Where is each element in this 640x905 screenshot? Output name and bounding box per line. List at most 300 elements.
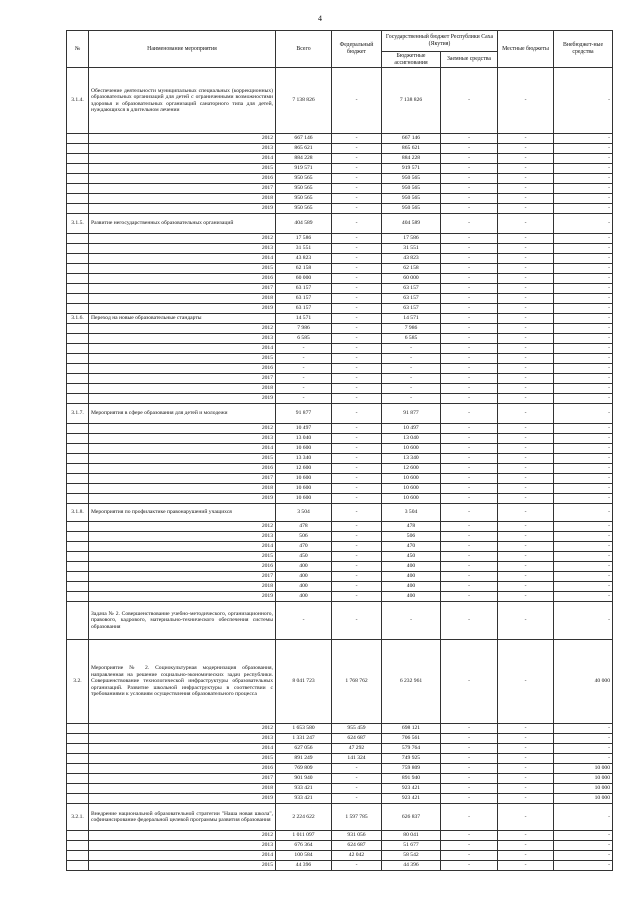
local-cell: - [498,144,554,154]
offbudget-cell: - [554,562,613,572]
offbudget-cell: - [554,304,613,314]
federal-cell: - [332,314,382,324]
federal-cell: 1 597 785 [332,804,382,831]
state-alloc-cell: 80 041 [382,831,441,841]
state-loan-cell: - [441,334,498,344]
offbudget-cell: - [554,334,613,344]
row-number [67,444,89,454]
row-number [67,154,89,164]
state-loan-cell: - [441,861,498,871]
header-state-loan: Заемные средства [441,52,498,68]
row-number [67,474,89,484]
state-loan-cell: - [441,464,498,474]
local-cell: - [498,841,554,851]
local-cell: - [498,164,554,174]
state-alloc-cell: 43 823 [382,254,441,264]
state-alloc-cell: - [382,374,441,384]
state-loan-cell: - [441,264,498,274]
row-year: 2015 [89,264,276,274]
state-loan-cell: - [441,562,498,572]
row-year: 2014 [89,744,276,754]
state-alloc-cell: 44 396 [382,861,441,871]
offbudget-cell: - [554,404,613,424]
state-loan-cell: - [441,184,498,194]
total-cell: 950 565 [276,184,332,194]
state-loan-cell: - [441,234,498,244]
row-name: Мероприятие № 2. Социокультурная модернизация образования, направленная на решение социально-экономических задач республики. Совершенствование технологической инфраструктуры образовательных организаций. Развитие школьной инфраструктуры в соответствии с требованиями к условиям осуществления образовательного процесса [89,640,276,724]
row-number [67,522,89,532]
row-number: 3.1.6. [67,314,89,324]
row-number [67,184,89,194]
header-federal: Федеральный бюджет [332,31,382,68]
state-alloc-cell: 950 565 [382,194,441,204]
total-cell: 450 [276,552,332,562]
local-cell: - [498,582,554,592]
state-loan-cell: - [441,244,498,254]
offbudget-cell: - [554,831,613,841]
state-alloc-cell: 400 [382,592,441,602]
state-alloc-cell: 7 986 [382,324,441,334]
state-loan-cell: - [441,484,498,494]
row-year: 2016 [89,764,276,774]
offbudget-cell: - [554,184,613,194]
local-cell: - [498,484,554,494]
offbudget-cell: - [554,294,613,304]
state-alloc-cell: 6 232 961 [382,640,441,724]
state-loan-cell: - [441,744,498,754]
federal-cell: - [332,184,382,194]
offbudget-cell: - [554,522,613,532]
year-row [67,234,613,244]
year-row [67,784,613,794]
state-loan-cell: - [441,572,498,582]
local-cell: - [498,424,554,434]
table-body [67,68,613,871]
federal-cell: - [332,264,382,274]
row-year: 2016 [89,364,276,374]
federal-cell: - [332,234,382,244]
state-alloc-cell: 10 497 [382,424,441,434]
row-year: 2019 [89,592,276,602]
federal-cell: - [332,154,382,164]
state-alloc-cell: 478 [382,522,441,532]
row-year: 2013 [89,144,276,154]
total-cell: 901 940 [276,774,332,784]
state-loan-cell: - [441,194,498,204]
offbudget-cell: - [554,754,613,764]
state-loan-cell: - [441,304,498,314]
total-cell: 950 565 [276,194,332,204]
row-number: 3.2. [67,640,89,724]
offbudget-cell: - [554,394,613,404]
federal-cell: - [332,592,382,602]
federal-cell: - [332,68,382,134]
state-alloc-cell: 891 940 [382,774,441,784]
local-cell: - [498,134,554,144]
offbudget-cell: - [554,164,613,174]
total-cell: 676 364 [276,841,332,851]
row-number [67,592,89,602]
row-year: 2014 [89,254,276,264]
state-alloc-cell: - [382,364,441,374]
year-row [67,794,613,804]
local-cell: - [498,861,554,871]
year-row [67,861,613,871]
total-cell: 3 504 [276,504,332,522]
year-row [67,354,613,364]
total-cell: 10 600 [276,484,332,494]
local-cell: - [498,394,554,404]
state-alloc-cell: 626 837 [382,804,441,831]
year-row [67,304,613,314]
state-loan-cell: - [441,764,498,774]
row-number [67,774,89,784]
row-year: 2012 [89,724,276,734]
federal-cell: 1 768 762 [332,640,382,724]
total-cell: 933 421 [276,784,332,794]
row-year: 2013 [89,532,276,542]
offbudget-cell: - [554,254,613,264]
federal-cell: - [332,552,382,562]
state-loan-cell: - [441,794,498,804]
state-alloc-cell: 63 157 [382,304,441,314]
total-cell: - [276,344,332,354]
federal-cell: - [332,774,382,784]
state-alloc-cell: 91 877 [382,404,441,424]
year-row [67,484,613,494]
local-cell: - [498,851,554,861]
state-alloc-cell: 17 586 [382,234,441,244]
row-year: 2017 [89,374,276,384]
row-number [67,334,89,344]
offbudget-cell: - [554,154,613,164]
local-cell: - [498,294,554,304]
federal-cell: - [332,214,382,234]
state-loan-cell: - [441,324,498,334]
item-row [67,314,613,324]
year-row [67,264,613,274]
state-alloc-cell: 3 504 [382,504,441,522]
row-number [67,794,89,804]
state-alloc-cell: 450 [382,552,441,562]
year-row [67,434,613,444]
offbudget-cell: - [554,602,613,640]
row-number [67,294,89,304]
year-row [67,324,613,334]
header-total: Всего [276,31,332,68]
row-name: Задача № 2. Совершенствование учебно-методического, организационного, правового, кадрового, материально-технического обеспечения системы образования [89,602,276,640]
federal-cell: 42 042 [332,851,382,861]
offbudget-cell: - [554,234,613,244]
offbudget-cell: 40 000 [554,640,613,724]
row-number [67,234,89,244]
state-loan-cell: - [441,174,498,184]
federal-cell: - [332,134,382,144]
state-loan-cell: - [441,724,498,734]
offbudget-cell: - [554,532,613,542]
state-alloc-cell: 404 589 [382,214,441,234]
local-cell: - [498,174,554,184]
year-row [67,724,613,734]
federal-cell: - [332,324,382,334]
total-cell: 44 396 [276,861,332,871]
local-cell: - [498,532,554,542]
state-loan-cell: - [441,374,498,384]
state-alloc-cell: 400 [382,562,441,572]
row-year: 2017 [89,284,276,294]
row-number: 3.1.5. [67,214,89,234]
year-row [67,204,613,214]
local-cell: - [498,434,554,444]
offbudget-cell: - [554,724,613,734]
year-row [67,134,613,144]
local-cell: - [498,572,554,582]
total-cell: - [276,364,332,374]
state-loan-cell: - [441,494,498,504]
local-cell: - [498,194,554,204]
state-alloc-cell: 506 [382,532,441,542]
row-year: 2019 [89,494,276,504]
row-year: 2018 [89,582,276,592]
state-loan-cell: - [441,474,498,484]
row-number [67,374,89,384]
federal-cell: - [332,244,382,254]
state-alloc-cell: 698 121 [382,724,441,734]
federal-cell: - [332,344,382,354]
federal-cell: - [332,294,382,304]
local-cell: - [498,234,554,244]
row-number [67,734,89,744]
total-cell: 470 [276,542,332,552]
year-row [67,184,613,194]
local-cell: - [498,304,554,314]
state-alloc-cell: - [382,602,441,640]
local-cell: - [498,494,554,504]
total-cell: 17 586 [276,234,332,244]
local-cell: - [498,254,554,264]
state-alloc-cell: 62 158 [382,264,441,274]
state-loan-cell: - [441,404,498,424]
total-cell: - [276,602,332,640]
offbudget-cell: - [554,204,613,214]
local-cell: - [498,444,554,454]
row-year: 2012 [89,424,276,434]
row-number [67,244,89,254]
federal-cell: - [332,504,382,522]
federal-cell: - [332,582,382,592]
item-row [67,804,613,831]
state-loan-cell: - [441,831,498,841]
federal-cell: - [332,444,382,454]
offbudget-cell: - [554,861,613,871]
row-number [67,831,89,841]
state-loan-cell: - [441,582,498,592]
row-number [67,542,89,552]
row-year: 2015 [89,164,276,174]
offbudget-cell: - [554,174,613,184]
total-cell: 8 041 723 [276,640,332,724]
year-row [67,194,613,204]
local-cell: - [498,364,554,374]
row-number: 3.1.7. [67,404,89,424]
offbudget-cell: 10 000 [554,794,613,804]
row-name: Обеспечение деятельности муниципальных специальных (коррекционных) образовательных организаций для детей с ограниченными возможностями здоровья и образовательных организаций санаторного типа для детей, нуждающихся в длительном лечении [89,68,276,134]
local-cell: - [498,68,554,134]
item-row [67,404,613,424]
row-number [67,164,89,174]
total-cell: 1 011 097 [276,831,332,841]
offbudget-cell: - [554,504,613,522]
row-number [67,784,89,794]
federal-cell: - [332,204,382,214]
total-cell: 1 653 580 [276,724,332,734]
state-loan-cell: - [441,164,498,174]
offbudget-cell: - [554,134,613,144]
federal-cell: - [332,484,382,494]
row-number [67,354,89,364]
row-year: 2015 [89,754,276,764]
total-cell: 7 138 826 [276,68,332,134]
local-cell: - [498,724,554,734]
state-alloc-cell: 919 571 [382,164,441,174]
total-cell: 400 [276,582,332,592]
year-row [67,384,613,394]
local-cell: - [498,204,554,214]
total-cell: 2 224 622 [276,804,332,831]
federal-cell: - [332,522,382,532]
state-alloc-cell: 706 561 [382,734,441,744]
state-loan-cell: - [441,434,498,444]
row-number [67,274,89,284]
total-cell: 933 421 [276,794,332,804]
row-number [67,464,89,474]
year-row [67,244,613,254]
offbudget-cell: - [554,454,613,464]
state-alloc-cell: 579 764 [382,744,441,754]
year-row [67,734,613,744]
total-cell: 10 600 [276,444,332,454]
year-row [67,774,613,784]
offbudget-cell: - [554,364,613,374]
header-name: Наименование мероприятия [89,31,276,68]
local-cell: - [498,314,554,324]
item-row [67,640,613,724]
row-year: 2013 [89,434,276,444]
federal-cell: - [332,542,382,552]
year-row [67,344,613,354]
offbudget-cell: 10 000 [554,764,613,774]
year-row [67,254,613,264]
state-loan-cell: - [441,154,498,164]
state-loan-cell: - [441,804,498,831]
year-row [67,294,613,304]
row-year: 2013 [89,841,276,851]
total-cell: - [276,374,332,384]
row-number [67,532,89,542]
state-alloc-cell: 10 600 [382,444,441,454]
year-row [67,744,613,754]
state-loan-cell: - [441,68,498,134]
state-loan-cell: - [441,602,498,640]
row-number [67,552,89,562]
state-alloc-cell: 63 157 [382,284,441,294]
local-cell: - [498,344,554,354]
local-cell: - [498,562,554,572]
row-number [67,861,89,871]
total-cell: - [276,394,332,404]
federal-cell: - [332,274,382,284]
state-loan-cell: - [441,274,498,284]
total-cell: 13 340 [276,454,332,464]
row-year: 2019 [89,794,276,804]
federal-cell: - [332,354,382,364]
year-row [67,592,613,602]
row-year: 2012 [89,324,276,334]
state-alloc-cell: 51 677 [382,841,441,851]
offbudget-cell: - [554,314,613,324]
year-row [67,284,613,294]
year-row [67,532,613,542]
year-row [67,542,613,552]
total-cell: 919 571 [276,164,332,174]
state-alloc-cell: 470 [382,542,441,552]
row-number [67,264,89,274]
state-loan-cell: - [441,552,498,562]
offbudget-cell: - [554,324,613,334]
row-number [67,764,89,774]
row-number: 3.1.4. [67,68,89,134]
state-loan-cell: - [441,640,498,724]
local-cell: - [498,831,554,841]
state-alloc-cell: - [382,344,441,354]
row-year: 2019 [89,204,276,214]
row-year: 2016 [89,274,276,284]
federal-cell: - [332,784,382,794]
offbudget-cell: - [554,542,613,552]
state-loan-cell: - [441,144,498,154]
state-alloc-cell: 13 040 [382,434,441,444]
state-loan-cell: - [441,754,498,764]
state-alloc-cell: 10 600 [382,494,441,504]
row-year: 2018 [89,384,276,394]
total-cell: 404 589 [276,214,332,234]
offbudget-cell: - [554,474,613,484]
year-row [67,444,613,454]
row-year: 2018 [89,784,276,794]
header-state: Государственный бюджет Республики Саха (Якутия) [382,31,498,52]
row-number [67,204,89,214]
federal-cell: - [332,374,382,384]
offbudget-cell: 10 000 [554,774,613,784]
local-cell: - [498,784,554,794]
offbudget-cell: - [554,68,613,134]
offbudget-cell: - [554,592,613,602]
local-cell: - [498,324,554,334]
local-cell: - [498,764,554,774]
local-cell: - [498,542,554,552]
local-cell: - [498,602,554,640]
year-row [67,154,613,164]
federal-cell: 47 292 [332,744,382,754]
local-cell: - [498,404,554,424]
federal-cell: - [332,304,382,314]
offbudget-cell: - [554,582,613,592]
year-row [67,562,613,572]
row-number [67,454,89,464]
row-year: 2014 [89,542,276,552]
offbudget-cell: - [554,264,613,274]
header-num: № [67,31,89,68]
